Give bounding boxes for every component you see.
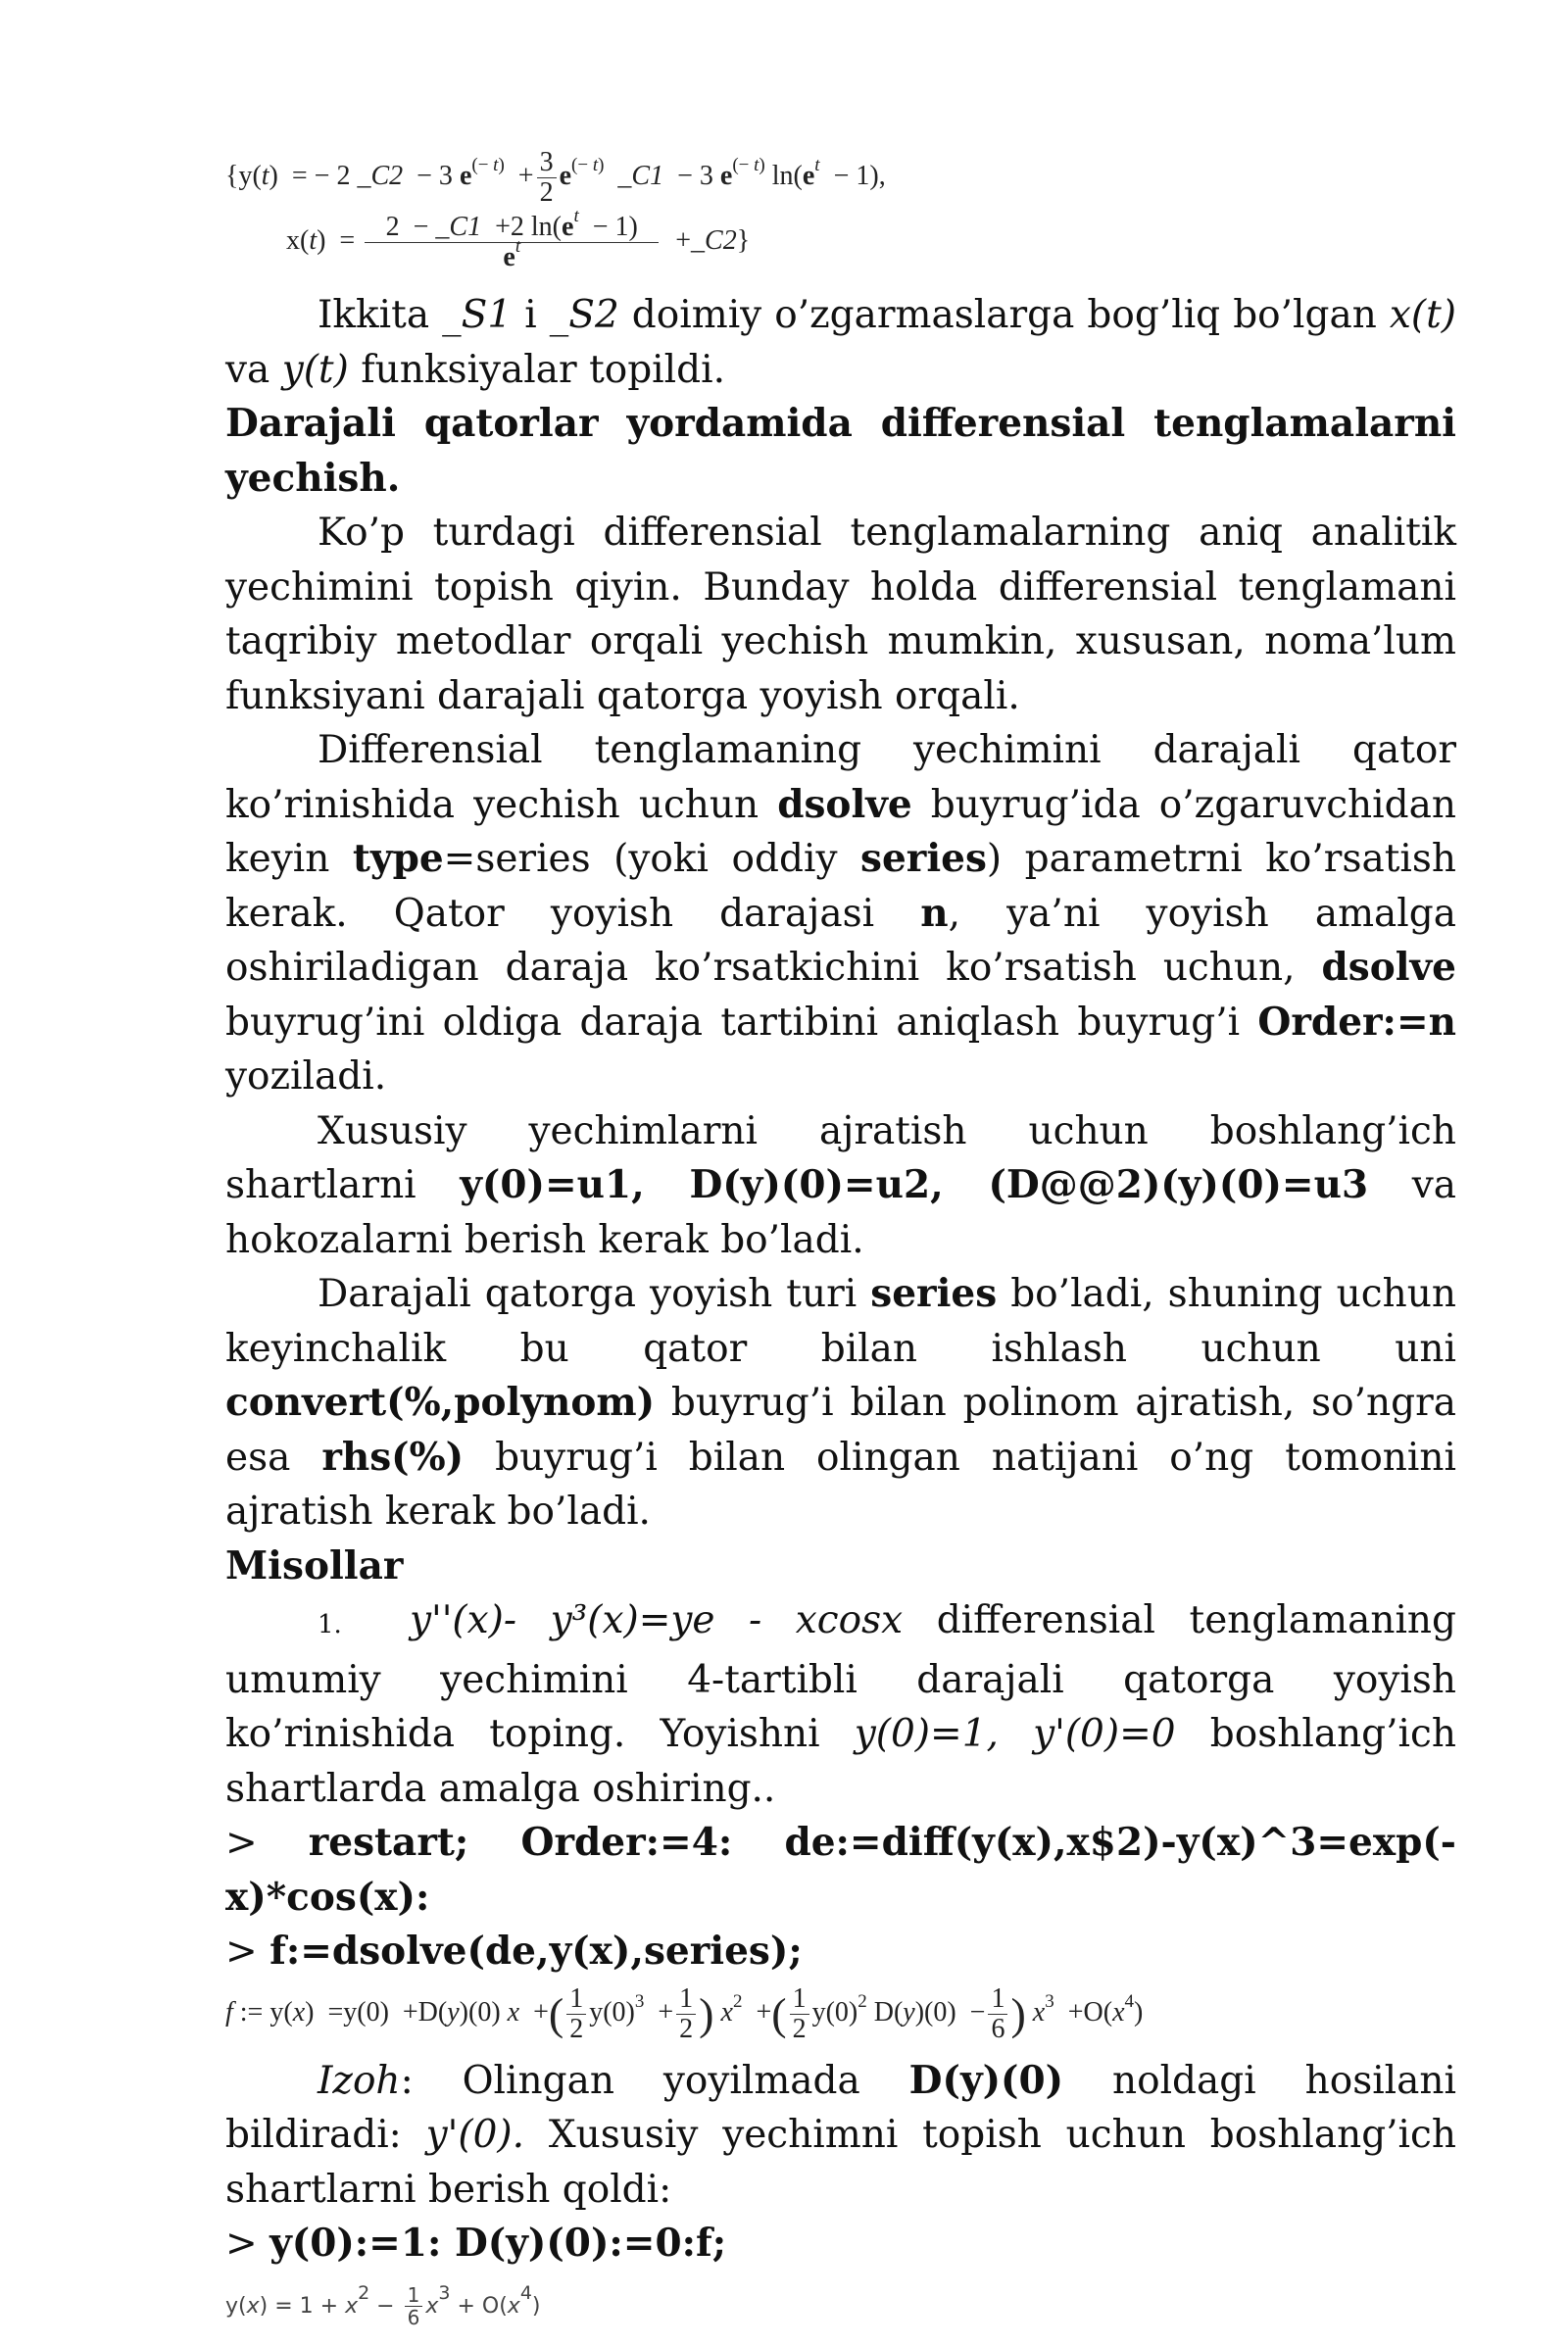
- solution-equation-line1: {y(t) = − 2 _C2 − 3 $e^{(- t)}$ + $\frac{3}{2}$ $e^{(- t)}$ _C1 − 3 $e^{(- t)}$ $\ln(e^t - 1)$,: [225, 147, 886, 209]
- paragraph-found-functions: Ikkita _S1 i _S2 doimiy o’zgarmaslarga bog’liq bo’lgan x(t) va y(t) funksiyalar topildi.: [225, 293, 1456, 392]
- final-output: $y(x) = 1 + x^2$ − $\frac{1}{6}$ $x^3 + O(x^4)$: [225, 2281, 541, 2329]
- document-page: [225, 147, 1456, 2346]
- example-initial-conditions: y(0)=1, y'(0)=0: [854, 1712, 1176, 1756]
- maple-command-3: > y(0):=1: D(y)(0):=0:f;: [225, 2221, 727, 2266]
- example-equation: y''(x)- y³(x)=ye - xcosx: [409, 1598, 904, 1642]
- maple-command-2: > f:=dsolve(de,y(x),series);: [225, 1929, 803, 1974]
- paragraph-initial-conditions: Xususiy yechimlarni ajratish uchun boshlang’ich shartlarni y(0)=u1, D(y)(0)=u2, (D@@2)(y)(0)=u3 va hokozalarni berish kerak bo’ladi.: [225, 1108, 1456, 1262]
- section-heading-examples: Misollar: [225, 1542, 404, 1588]
- paragraph-dsolve: Differensial tenglamaning yechimini darajali qator ko’rinishida yechish uchun dsolve buyrug’ida o’zgaruvchidan keyin type=series (yoki oddiy series) parametrni ko’rsatish kerak. Qator yoyish darajasi n, ya’ni yoyish amalga oshiriladigan daraja ko’rsatkichini ko’rsatish uchun, dsolve buyrug’ini oldiga daraja tartibini aniqlash buyrug’i Order:=n yoziladi.: [225, 728, 1456, 1099]
- series-output: f := y(x) =y(0) +D(y)(0) x +( $\frac{1}{2}$ $y(0)^3$ + $\frac{1}{2}$ ) $x^2$ +( $\frac{1}{2}$ $y(0)^2$ D(y)(0) − $\frac{1}{6}$ ) $x^3 +O(x^4)$: [225, 1982, 1144, 2044]
- maple-command-1: > restart; Order:=4: de:=diff(y(x),x$2)-y(x)^3=exp(-x)*cos(x):: [225, 1820, 1456, 1920]
- body-text: [225, 288, 1456, 1979]
- solution-equation-line2: x(t) = $\frac{2 - \_C1 +2 \ln(e^t - 1)}{e^t}$ +_C2}: [286, 206, 751, 273]
- list-number: 1.: [318, 1610, 342, 1639]
- paragraph-intro: Ko’p turdagi differensial tenglamalarning aniq analitik yechimini topish qiyin. Bunday holda differensial tenglamani taqribiy metodlar orqali yechish mumkin, xususan, noma’lum funksiyani darajali qatorga yoyish orqali.: [225, 511, 1456, 718]
- body-text-2: [225, 2054, 1456, 2272]
- paragraph-note: Izoh: Olingan yoyilmada D(y)(0) noldagi hosilani bildiradi: y'(0). Xususiy yechimni topish uchun boshlang’ich shartlarni berish qoldi:: [225, 2057, 1456, 2212]
- paragraph-example-1: 1. y''(x)- y³(x)=ye - xcosx differensial tenglamaning umumiy yechimini 4-tartibli darajali qatorga yoyish ko’rinishida toping. Yoyishni y(0)=1, y'(0)=0 boshlang’ich shartlarda amalga oshiring..: [225, 1598, 1457, 1811]
- paragraph-convert: Darajali qatorga yoyish turi series bo’ladi, shuning uchun keyinchalik bu qator bilan ishlash uchun uni convert(%,polynom) buyrug’i bilan polinom ajratish, so’ngra esa rhs(%) buyrug’i bilan olingan natijani o’ng tomonini ajratish kerak bo’ladi.: [225, 1271, 1456, 1534]
- section-heading-series: Darajali qatorlar yordamida differensial tenglamalarni yechish.: [225, 401, 1456, 501]
